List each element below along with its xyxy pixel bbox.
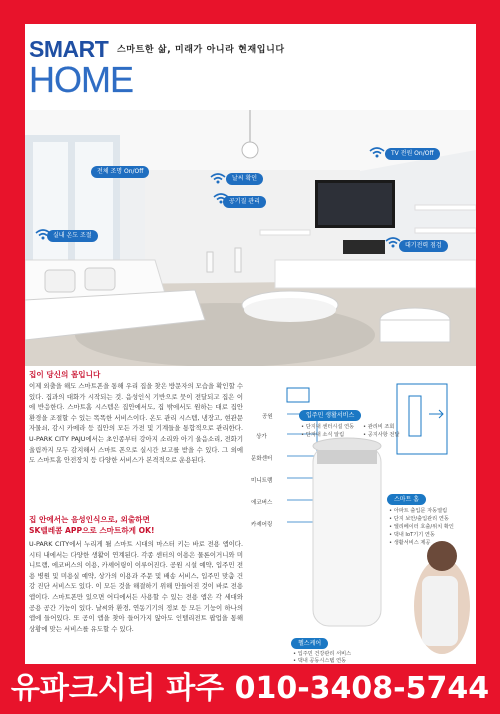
smart-heading: SMART bbox=[29, 36, 109, 62]
tag-air-quality: 공기질 관리 bbox=[223, 196, 266, 208]
smarthome-item: • 생활서비스 제공 bbox=[389, 540, 431, 546]
healthcare-title: 헬스케어 bbox=[291, 638, 328, 649]
resident-item: • 단지내 센터시설 연동 bbox=[301, 424, 355, 430]
tag-light-onoff: 전체 조명 On/Off bbox=[91, 166, 149, 178]
wifi-icon bbox=[210, 172, 226, 184]
icon-label-minitram: 미니트램 bbox=[251, 478, 273, 484]
health-item: • 입주민 건강관리 서비스 bbox=[293, 651, 352, 657]
smarthome-item: • 엘리베이터 호출/위치 확인 bbox=[389, 524, 454, 530]
smarthome-item: • 단지 보안/출입관리 연동 bbox=[389, 516, 449, 522]
home-heading: HOME bbox=[29, 59, 133, 100]
icon-label-ecobus: 에코버스 bbox=[251, 500, 273, 506]
section2-title-line1: 집 안에서는 음성인식으로, 외출하면 bbox=[29, 515, 150, 524]
resident-item: • 공지사항 전달 bbox=[363, 432, 400, 438]
tag-weather: 날씨 확인 bbox=[226, 173, 263, 185]
brochure-page bbox=[25, 24, 476, 664]
smarthome-item: • 아파트 출입문 자동열림 bbox=[389, 508, 448, 514]
smarthome-title: 스마트 홈 bbox=[387, 494, 426, 505]
resident-item: • 단지내 소식 알림 bbox=[301, 432, 345, 438]
tagline: 스마트한 삶, 미래가 아니라 현재입니다 bbox=[117, 45, 285, 55]
smarthome-item: • 댁내 IoT기기 연동 bbox=[389, 532, 435, 538]
section1-title: 집이 당신의 몸입니다 bbox=[29, 370, 101, 379]
health-item: • 댁내 공동시스템 연동 bbox=[293, 658, 347, 664]
contact-footer: 유파크시티 파주 010-3408-5744 bbox=[10, 671, 490, 706]
resident-service-title: 입주민 생활서비스 bbox=[299, 410, 361, 421]
tag-indoor-temp: 실내 온도 조절 bbox=[47, 230, 98, 242]
living-room-photo bbox=[25, 110, 476, 366]
section2-body: U-PARK CITY에서 누리게 될 스마트 시대의 마스터 키는 바로 전용 앱이다. 시티 내에서는 다양한 생활이 연계된다. 각종 센터의 이용은 물론이거니와 미니트램, 에코버스의 이용, 카셰어링이 이루어진다. 공원 시설 예약, 입주민 전용 병원 및 미용실 예약, 상가의 이용과 주문 및 배송 서비스, 입주민 맞춤 건강 진단 서비스도 있다. 이 모든 것을 해결하기 위해 만들어진 것이 바로 전용 앱이다. 스마트폰만 있으면 어디에서든 사용할 수 있는 전용 앱은 각 세대와 공용 공간 기능이 있다. 날씨와 환경, 연동기기의 정보 등 모든 기능이 하나의 앱에 들어있다. 또 공이 앱을 찾아 들어가지 않아도 인텔리전트 팝업을 통해 상황에 맞는 서비스를 유도할 수 있다. bbox=[29, 540, 243, 633]
icon-label-carsharing: 카셰어링 bbox=[251, 522, 273, 528]
icon-label-culture-center: 문화센터 bbox=[251, 456, 273, 462]
wifi-icon bbox=[369, 146, 385, 158]
section1-body: 이제 외출을 해도 스마트폰을 통해 우리 집을 찾은 방문자의 모습을 확인할 수 있다. 집과의 대화가 시작되는 것. 음성인식 기반으로 뭇이 전달되고 집은 이에 반응한다. 스마트홈 시스템은 집안에서도, 집 밖에서도 원하는 대로 집안 환경을 조절할 수 있는 똑똑한 서비스이다. 온도 관리 시스템, 냉장고, 현관문 자물쇠, 감시 카메라 등 집안의 모든 가전 및 기계들을 통합적으로 관리한다. U-PARK CITY PAJU에서는 초인종부터 강아지 소리와 아기 울음소리, 전화기 울림까지 모두 감지해서 스마트 폰으로 실시간 보고를 받을 수 있다. 그 외에도 스마트홈 안전장치 등 다양한 서비스가 본격적으로 운용된다. bbox=[29, 382, 243, 465]
section2-title-line2: SK텔레콤 APP으로 스마트하게 OK! bbox=[29, 526, 155, 535]
tag-tv-onoff: TV 전원 On/Off bbox=[385, 148, 440, 160]
icon-label-park: 공원 bbox=[262, 414, 273, 420]
resident-item: • 관리비 조회 bbox=[363, 424, 395, 430]
tag-standby-power: 대기전력 점검 bbox=[399, 240, 448, 252]
icon-label-mall: 상가 bbox=[256, 434, 267, 440]
